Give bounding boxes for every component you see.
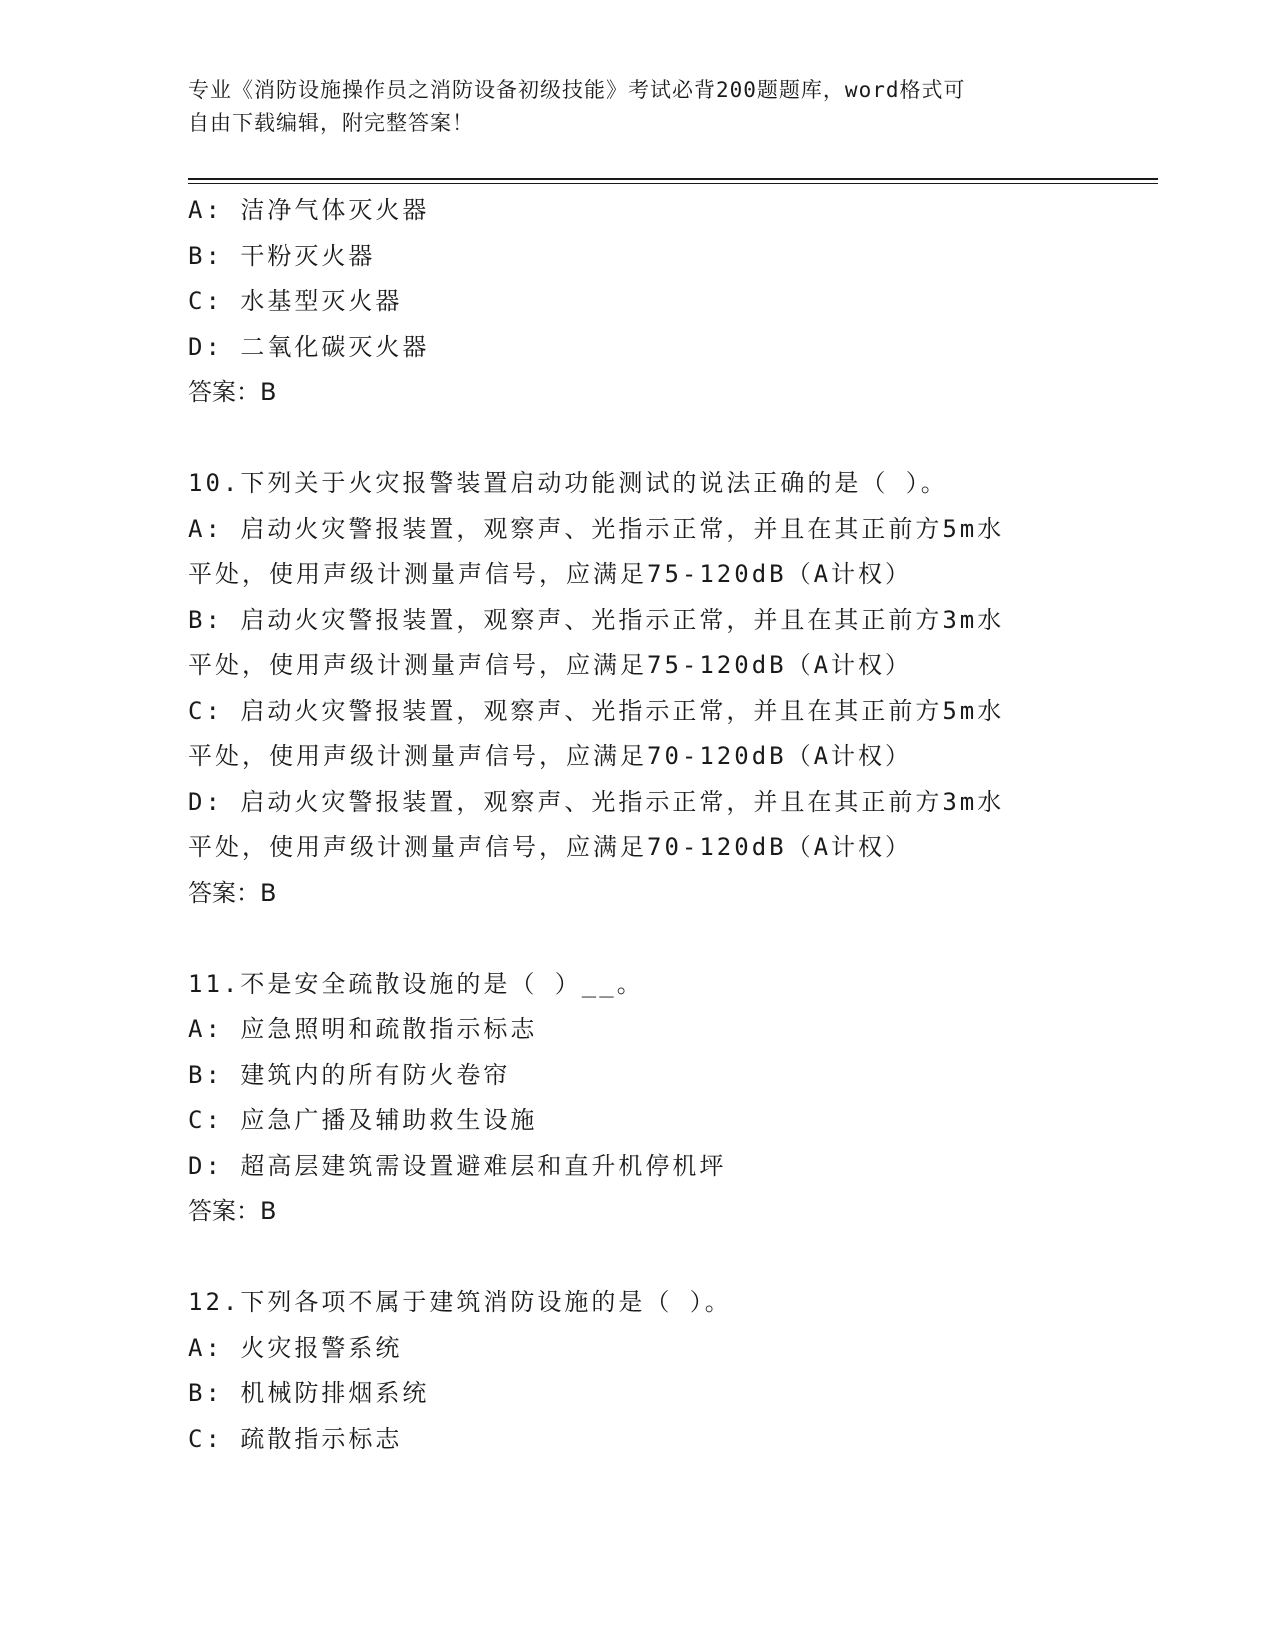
option-d-line-1: D: 启动火灾警报装置，观察声、光指示正常，并且在其正前方3m水	[188, 787, 1005, 816]
option-c-line-1: C: 启动火灾警报装置，观察声、光指示正常，并且在其正前方5m水	[188, 696, 1005, 725]
answer: 答案：B	[188, 1197, 277, 1225]
option-a: A: 火灾报警系统	[188, 1333, 403, 1362]
header-rule-thick	[188, 178, 1158, 180]
document-header	[188, 74, 1088, 140]
option-c: C: 疏散指示标志	[188, 1424, 403, 1453]
option-c: C: 应急广播及辅助救生设施	[188, 1106, 538, 1134]
option-b: B: 机械防排烟系统	[188, 1379, 430, 1407]
option-c-line-2: 平处，使用声级计测量声信号，应满足70-120dB（A计权）	[188, 742, 913, 770]
question-content	[188, 188, 1068, 1462]
option-a: A: 应急照明和疏散指示标志	[188, 1015, 538, 1043]
answer: 答案：B	[188, 378, 277, 406]
question-12	[188, 1280, 1068, 1462]
spacer	[188, 416, 1068, 462]
spacer	[188, 1235, 1068, 1281]
header-line-1: 专业《消防设施操作员之消防设备初级技能》考试必背200题题库，word格式可	[188, 78, 966, 102]
spacer	[188, 916, 1068, 962]
option-b-line-1: B: 启动火灾警报装置，观察声、光指示正常，并且在其正前方3m水	[188, 605, 1005, 634]
option-d-line-2: 平处，使用声级计测量声信号，应满足70-120dB（A计权）	[188, 833, 913, 861]
option-b-line-2: 平处，使用声级计测量声信号，应满足75-120dB（A计权）	[188, 651, 913, 679]
option-d: D: 超高层建筑需设置避难层和直升机停机坪	[188, 1151, 727, 1180]
option-c: C: 水基型灭火器	[188, 287, 403, 315]
question-11	[188, 962, 1068, 1235]
question-text: 11.不是安全疏散设施的是（ ）__。	[188, 969, 644, 998]
answer: 答案：B	[188, 878, 277, 907]
option-a: A: 洁净气体灭火器	[188, 196, 430, 224]
option-b: B: 干粉灭火器	[188, 241, 376, 270]
question-text: 12.下列各项不属于建筑消防设施的是（ ）。	[188, 1288, 732, 1316]
option-a-line-1: A: 启动火灾警报装置，观察声、光指示正常，并且在其正前方5m水	[188, 514, 1005, 543]
option-b: B: 建筑内的所有防火卷帘	[188, 1060, 511, 1089]
option-a-line-2: 平处，使用声级计测量声信号，应满足75-120dB（A计权）	[188, 560, 913, 588]
question-10	[188, 461, 1068, 916]
header-line-2: 自由下载编辑，附完整答案！	[188, 111, 474, 135]
header-rule-thin	[188, 183, 1158, 184]
question-text: 10.下列关于火灾报警装置启动功能测试的说法正确的是（ ）。	[188, 469, 948, 497]
question-9-options	[188, 188, 1068, 416]
option-d: D: 二氧化碳灭火器	[188, 332, 430, 361]
